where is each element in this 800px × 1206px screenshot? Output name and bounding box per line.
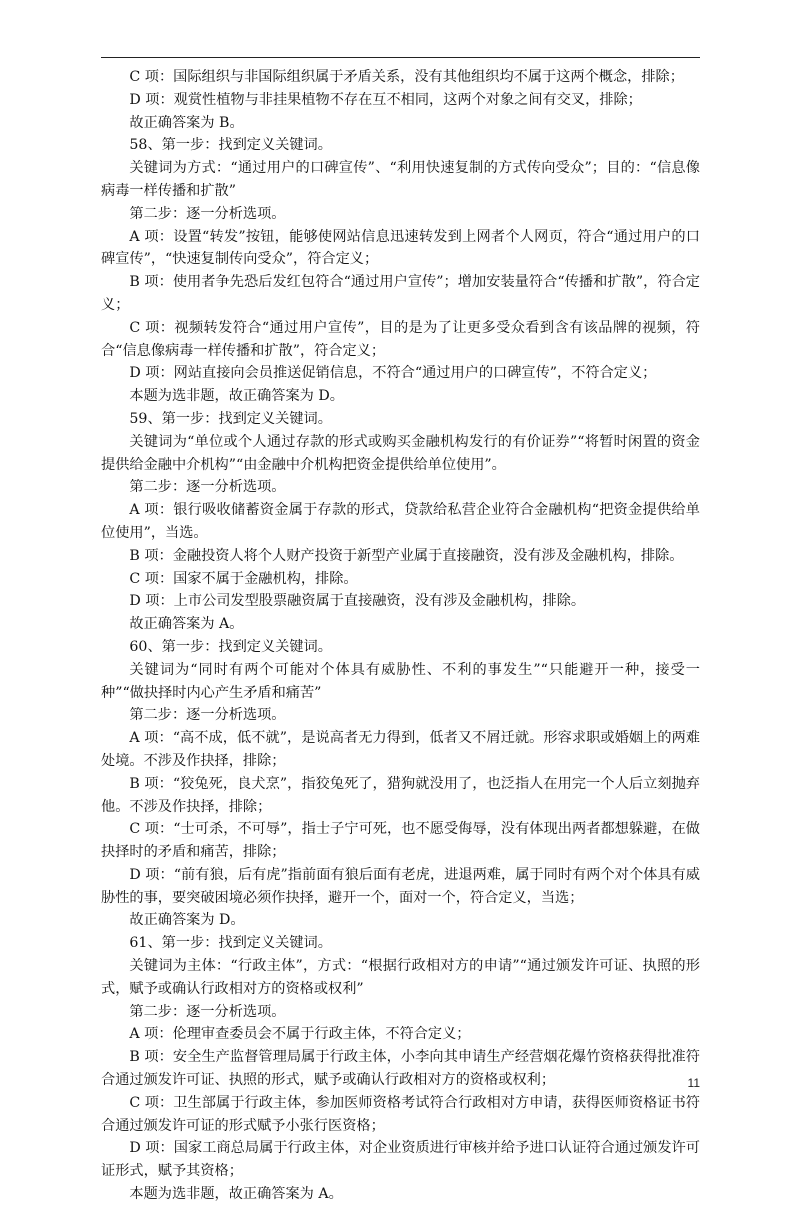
body-paragraph: 第二步：逐一分析选项。	[129, 707, 286, 724]
body-paragraph: 第二步：逐一分析选项。	[129, 479, 286, 496]
body-paragraph: C 项：国际组织与非国际组织属于矛盾关系，没有其他组织均不属于这两个概念，排除；	[129, 69, 684, 85]
body-paragraph: B 项：金融投资人将个人财产投资于新型产业属于直接融资，没有涉及金融机构，排除。	[129, 547, 684, 564]
body-paragraph: D 项：“前有狼，后有虎”指前面有狼后面有老虎，进退两难，属于同时有两个对个体具有威胁性的事，要突破困境必须作抉择，避开一个，面对一个，符合定义，当选；	[101, 866, 700, 906]
body-paragraph: C 项：卫生部属于行政主体，参加医师资格考试符合行政相对方申请，获得医师资格证书符合通过颁发许可证的形式赋予小张行医资格；	[101, 1094, 700, 1134]
body-paragraph: 第二步：逐一分析选项。	[129, 205, 286, 222]
body-paragraph: 关键词为主体：“行政主体”，方式：“根据行政相对方的申请”“通过颁发许可证、执照的形式，赋予或确认行政相对方的资格或权利”	[101, 958, 700, 997]
body-paragraph: 关键词为方式：“通过用户的口碑宣传”、“利用快速复制的方式传向受众”；目的：“信息像病毒一样传播和扩散”	[101, 160, 700, 199]
body-paragraph: B 项：安全生产监督管理局属于行政主体，小李向其申请生产经营烟花爆竹资格获得批准符合通过颁发许可证、执照的形式，赋予或确认行政相对方的资格或权利；	[101, 1049, 700, 1089]
body-paragraph: 59、第一步：找到定义关键词。	[129, 410, 332, 427]
body-paragraph: A 项：银行吸收储蓄资金属于存款的形式，贷款给私营企业符合金融机构“把资金提供给单位使用”，当选。	[101, 502, 700, 541]
body-paragraph: A 项：“高不成，低不就”，是说高者无力得到，低者又不屑迁就。形容求职或婚姻上的两难处境。不涉及作抉择，排除；	[101, 730, 700, 769]
body-paragraph: 第二步：逐一分析选项。	[129, 1003, 286, 1020]
body-paragraph: 关键词为“单位或个人通过存款的形式或购买金融机构发行的有价证券”“将暂时闲置的资金提供给金融中介机构”“由金融中介机构把资金提供给单位使用”。	[101, 433, 700, 473]
body-paragraph: 61、第一步：找到定义关键词。	[129, 935, 332, 952]
body-paragraph: 关键词为“同时有两个可能对个体具有威胁性、不利的事发生”“只能避开一种，接受一种”“做抉择时内心产生矛盾和痛苦”	[101, 661, 700, 701]
body-paragraph: 故正确答案为 D。	[129, 912, 245, 929]
body-paragraph: 本题为选非题，故正确答案为 D。	[129, 388, 344, 405]
body-paragraph: 本题为选非题，故正确答案为 A。	[129, 1186, 343, 1203]
body-paragraph: 故正确答案为 A。	[129, 616, 244, 633]
body-paragraph: D 项：网站直接向会员推送促销信息，不符合“通过用户的口碑宣传”，不符合定义；	[129, 365, 657, 382]
body-paragraph: A 项：设置“转发”按钮，能够使网站信息迅速转发到上网者个人网页，符合“通过用户的口碑宣传”，“快速复制传向受众”，符合定义；	[101, 228, 700, 268]
page-number: 11	[687, 1076, 700, 1090]
body-paragraph: 60、第一步：找到定义关键词。	[129, 638, 332, 655]
document-body	[101, 66, 700, 1206]
body-paragraph: C 项：视频转发符合“通过用户宣传”，目的是为了让更多受众看到含有该品牌的视频，符合“信息像病毒一样传播和扩散”，符合定义；	[101, 319, 700, 359]
body-paragraph: 故正确答案为 B。	[129, 114, 244, 131]
body-paragraph: C 项：“士可杀，不可辱”，指士子宁可死，也不愿受侮辱，没有体现出两者都想躲避，在做抉择时的矛盾和痛苦，排除；	[101, 821, 700, 861]
body-paragraph: D 项：上市公司发型股票融资属于直接融资，没有涉及金融机构，排除。	[129, 593, 586, 610]
body-paragraph: D 项：国家工商总局属于行政主体，对企业资质进行审核并给予进口认证符合通过颁发许可证形式，赋予其资格；	[101, 1140, 700, 1180]
body-paragraph: B 项：使用者争先恐后发红包符合“通过用户宣传”；增加安装量符合“传播和扩散”，符合定义；	[101, 274, 700, 313]
body-paragraph: A 项：伦理审查委员会不属于行政主体，不符合定义；	[129, 1026, 471, 1043]
body-paragraph: D 项：观赏性植物与非挂果植物不存在互不相同，这两个对象之间有交叉，排除；	[129, 91, 642, 108]
header-rule	[101, 57, 700, 58]
body-paragraph: 58、第一步：找到定义关键词。	[129, 137, 332, 154]
body-paragraph: B 项：“狡兔死，良犬烹”，指狡兔死了，猎狗就没用了，也泛指人在用完一个人后立刻抛弃他。不涉及作抉择，排除；	[101, 775, 700, 815]
body-paragraph: C 项：国家不属于金融机构，排除。	[129, 570, 358, 587]
